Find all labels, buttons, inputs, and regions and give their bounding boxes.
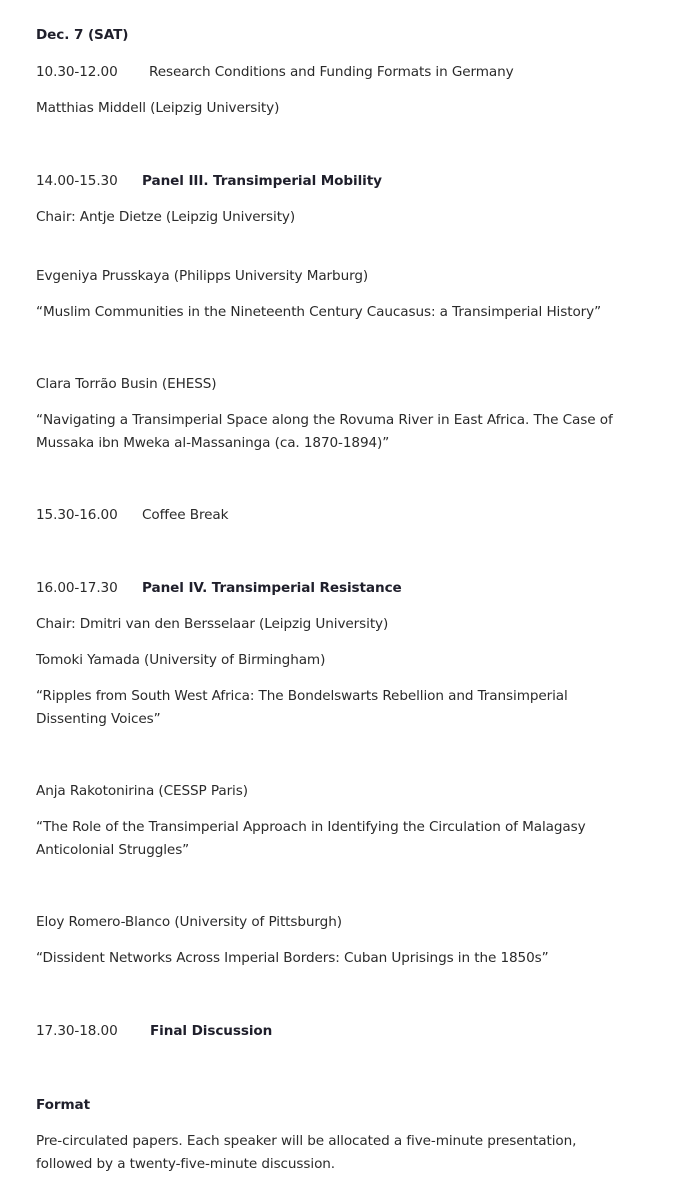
coffee-time: 15.30-16.00 [36, 507, 118, 523]
panel-title: Panel IV. Transimperial Resistance [142, 580, 402, 596]
panel-chair: Chair: Dmitri van den Bersselaar (Leipzig University) [36, 616, 389, 632]
talk-title: “Navigating a Transimperial Space along the Rovuma River in East Africa. The Case of Mussaka ibn Mweka al-Massaninga (ca. 1870-1894)” [36, 412, 613, 451]
talk-title: “The Role of the Transimperial Approach in Identifying the Circulation of Malagasy Anticolonial Struggles” [36, 819, 586, 858]
panel-title: Panel III. Transimperial Mobility [142, 173, 382, 189]
talk-title: “Ripples from South West Africa: The Bondelswarts Rebellion and Transimperial Dissenting Voices” [36, 688, 568, 727]
session-research-conditions [36, 61, 636, 84]
day-heading: Dec. 7 (SAT) [36, 27, 129, 43]
panel-3-header [36, 170, 636, 193]
panel-time: 16.00-17.30 [36, 580, 118, 596]
talk-speaker: Eloy Romero-Blanco (University of Pittsburgh) [36, 914, 342, 930]
final-discussion [36, 1020, 636, 1043]
talk-speaker: Evgeniya Prusskaya (Philipps University Marburg) [36, 268, 369, 284]
panel-chair: Chair: Antje Dietze (Leipzig University) [36, 209, 296, 225]
talk-title: “Dissident Networks Across Imperial Borders: Cuban Uprisings in the 1850s” [36, 950, 549, 966]
session-speaker: Matthias Middell (Leipzig University) [36, 100, 280, 116]
session-title: Research Conditions and Funding Formats in Germany [149, 64, 514, 80]
talk-speaker: Clara Torrão Busin (EHESS) [36, 376, 217, 392]
format-text: Pre-circulated papers. Each speaker will be allocated a five-minute presentation, followed by a twenty-five-minute discussion. [36, 1133, 577, 1172]
talk-title: “Muslim Communities in the Nineteenth Century Caucasus: a Transimperial History” [36, 304, 602, 320]
coffee-title: Coffee Break [142, 507, 229, 523]
panel-time: 14.00-15.30 [36, 173, 118, 189]
panel-4-header [36, 577, 636, 600]
talk-speaker: Tomoki Yamada (University of Birmingham) [36, 652, 326, 668]
coffee-break [36, 504, 636, 527]
final-title: Final Discussion [150, 1023, 273, 1039]
format-heading: Format [36, 1097, 91, 1113]
session-time: 10.30-12.00 [36, 64, 118, 80]
final-time: 17.30-18.00 [36, 1023, 118, 1039]
talk-speaker: Anja Rakotonirina (CESSP Paris) [36, 783, 248, 799]
